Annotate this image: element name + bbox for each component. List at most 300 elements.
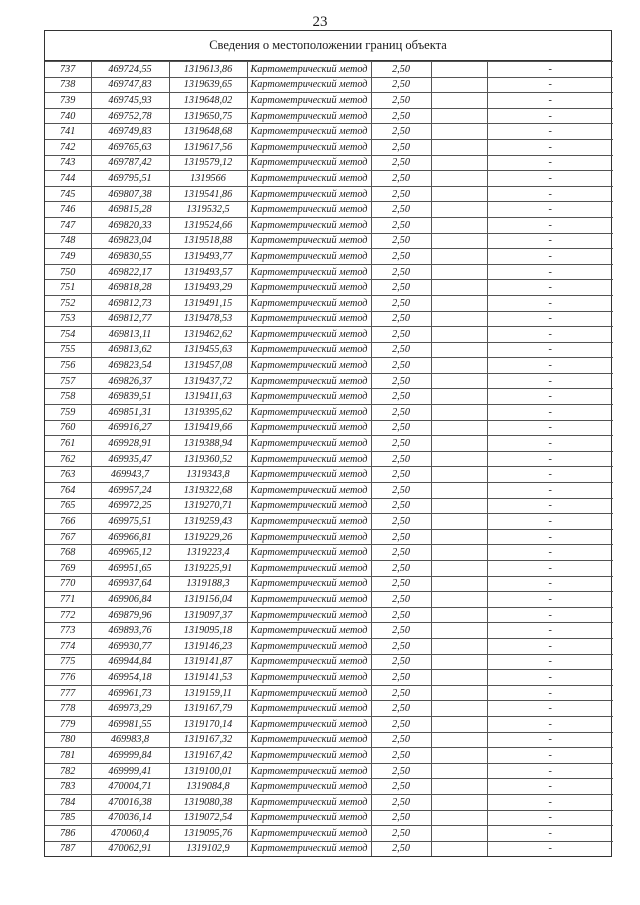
table-row xyxy=(45,139,613,155)
y-coordinate-cell: 1319462,62 xyxy=(169,327,247,343)
description-cell: - xyxy=(487,389,613,405)
point-number-cell: 785 xyxy=(45,810,91,826)
point-number-cell: 760 xyxy=(45,420,91,436)
y-coordinate-cell: 1319478,53 xyxy=(169,311,247,327)
y-coordinate-cell: 1319156,04 xyxy=(169,592,247,608)
y-coordinate-cell: 1319650,75 xyxy=(169,108,247,124)
accuracy-cell: 2,50 xyxy=(371,841,431,856)
extra-cell xyxy=(431,467,487,483)
point-number-cell: 771 xyxy=(45,592,91,608)
point-number-cell: 782 xyxy=(45,763,91,779)
point-number-cell: 783 xyxy=(45,779,91,795)
y-coordinate-cell: 1319141,53 xyxy=(169,670,247,686)
accuracy-cell: 2,50 xyxy=(371,498,431,514)
table-row xyxy=(45,233,613,249)
extra-cell xyxy=(431,841,487,856)
point-number-cell: 777 xyxy=(45,685,91,701)
table-row xyxy=(45,451,613,467)
point-number-cell: 784 xyxy=(45,794,91,810)
x-coordinate-cell: 469749,83 xyxy=(91,124,169,140)
accuracy-cell: 2,50 xyxy=(371,280,431,296)
y-coordinate-cell: 1319493,29 xyxy=(169,280,247,296)
description-cell: - xyxy=(487,171,613,187)
extra-cell xyxy=(431,670,487,686)
description-cell: - xyxy=(487,420,613,436)
table-row xyxy=(45,327,613,343)
y-coordinate-cell: 1319072,54 xyxy=(169,810,247,826)
x-coordinate-cell: 469966,81 xyxy=(91,529,169,545)
description-cell: - xyxy=(487,373,613,389)
accuracy-cell: 2,50 xyxy=(371,670,431,686)
method-cell: Картометрический метод xyxy=(247,295,371,311)
extra-cell xyxy=(431,62,487,78)
table-row xyxy=(45,607,613,623)
description-cell: - xyxy=(487,670,613,686)
extra-cell xyxy=(431,436,487,452)
accuracy-cell: 2,50 xyxy=(371,561,431,577)
extra-cell xyxy=(431,280,487,296)
x-coordinate-cell: 469879,96 xyxy=(91,607,169,623)
table-row xyxy=(45,467,613,483)
x-coordinate-cell: 469943,7 xyxy=(91,467,169,483)
x-coordinate-cell: 469822,17 xyxy=(91,264,169,280)
extra-cell xyxy=(431,405,487,421)
accuracy-cell: 2,50 xyxy=(371,779,431,795)
table-row xyxy=(45,124,613,140)
method-cell: Картометрический метод xyxy=(247,202,371,218)
table-row xyxy=(45,826,613,842)
x-coordinate-cell: 469999,41 xyxy=(91,763,169,779)
y-coordinate-cell: 1319360,52 xyxy=(169,451,247,467)
x-coordinate-cell: 469813,11 xyxy=(91,327,169,343)
method-cell: Картометрический метод xyxy=(247,358,371,374)
point-number-cell: 750 xyxy=(45,264,91,280)
y-coordinate-cell: 1319395,62 xyxy=(169,405,247,421)
extra-cell xyxy=(431,202,487,218)
accuracy-cell: 2,50 xyxy=(371,295,431,311)
method-cell: Картометрический метод xyxy=(247,155,371,171)
extra-cell xyxy=(431,342,487,358)
table-row xyxy=(45,295,613,311)
accuracy-cell: 2,50 xyxy=(371,373,431,389)
method-cell: Картометрический метод xyxy=(247,810,371,826)
method-cell: Картометрический метод xyxy=(247,139,371,155)
method-cell: Картометрический метод xyxy=(247,233,371,249)
description-cell: - xyxy=(487,732,613,748)
point-number-cell: 767 xyxy=(45,529,91,545)
description-cell: - xyxy=(487,436,613,452)
x-coordinate-cell: 469957,24 xyxy=(91,483,169,499)
x-coordinate-cell: 469813,62 xyxy=(91,342,169,358)
point-number-cell: 746 xyxy=(45,202,91,218)
method-cell: Картометрический метод xyxy=(247,763,371,779)
point-number-cell: 741 xyxy=(45,124,91,140)
accuracy-cell: 2,50 xyxy=(371,186,431,202)
accuracy-cell: 2,50 xyxy=(371,716,431,732)
method-cell: Картометрический метод xyxy=(247,436,371,452)
y-coordinate-cell: 1319270,71 xyxy=(169,498,247,514)
y-coordinate-cell: 1319343,8 xyxy=(169,467,247,483)
table-row xyxy=(45,732,613,748)
method-cell: Картометрический метод xyxy=(247,62,371,78)
method-cell: Картометрический метод xyxy=(247,841,371,856)
description-cell: - xyxy=(487,233,613,249)
table-row xyxy=(45,779,613,795)
accuracy-cell: 2,50 xyxy=(371,794,431,810)
method-cell: Картометрический метод xyxy=(247,654,371,670)
y-coordinate-cell: 1319491,15 xyxy=(169,295,247,311)
accuracy-cell: 2,50 xyxy=(371,108,431,124)
y-coordinate-cell: 1319095,18 xyxy=(169,623,247,639)
accuracy-cell: 2,50 xyxy=(371,638,431,654)
table-row xyxy=(45,498,613,514)
description-cell: - xyxy=(487,498,613,514)
y-coordinate-cell: 1319457,08 xyxy=(169,358,247,374)
method-cell: Картометрический метод xyxy=(247,498,371,514)
method-cell: Картометрический метод xyxy=(247,108,371,124)
y-coordinate-cell: 1319541,86 xyxy=(169,186,247,202)
method-cell: Картометрический метод xyxy=(247,249,371,265)
method-cell: Картометрический метод xyxy=(247,327,371,343)
description-cell: - xyxy=(487,654,613,670)
method-cell: Картометрический метод xyxy=(247,561,371,577)
method-cell: Картометрический метод xyxy=(247,514,371,530)
extra-cell xyxy=(431,77,487,93)
point-number-cell: 764 xyxy=(45,483,91,499)
method-cell: Картометрический метод xyxy=(247,576,371,592)
point-number-cell: 747 xyxy=(45,217,91,233)
point-number-cell: 743 xyxy=(45,155,91,171)
y-coordinate-cell: 1319566 xyxy=(169,171,247,187)
y-coordinate-cell: 1319167,79 xyxy=(169,701,247,717)
x-coordinate-cell: 470016,38 xyxy=(91,794,169,810)
accuracy-cell: 2,50 xyxy=(371,217,431,233)
point-number-cell: 759 xyxy=(45,405,91,421)
x-coordinate-cell: 469935,47 xyxy=(91,451,169,467)
method-cell: Картометрический метод xyxy=(247,405,371,421)
point-number-cell: 772 xyxy=(45,607,91,623)
point-number-cell: 740 xyxy=(45,108,91,124)
y-coordinate-cell: 1319617,56 xyxy=(169,139,247,155)
extra-cell xyxy=(431,389,487,405)
y-coordinate-cell: 1319639,65 xyxy=(169,77,247,93)
accuracy-cell: 2,50 xyxy=(371,451,431,467)
extra-cell xyxy=(431,779,487,795)
method-cell: Картометрический метод xyxy=(247,186,371,202)
y-coordinate-cell: 1319493,77 xyxy=(169,249,247,265)
method-cell: Картометрический метод xyxy=(247,623,371,639)
point-number-cell: 748 xyxy=(45,233,91,249)
description-cell: - xyxy=(487,623,613,639)
extra-cell xyxy=(431,810,487,826)
extra-cell xyxy=(431,93,487,109)
point-number-cell: 781 xyxy=(45,748,91,764)
table-row xyxy=(45,529,613,545)
accuracy-cell: 2,50 xyxy=(371,607,431,623)
y-coordinate-cell: 1319229,26 xyxy=(169,529,247,545)
accuracy-cell: 2,50 xyxy=(371,93,431,109)
description-cell: - xyxy=(487,342,613,358)
y-coordinate-cell: 1319455,63 xyxy=(169,342,247,358)
x-coordinate-cell: 469937,64 xyxy=(91,576,169,592)
description-cell: - xyxy=(487,358,613,374)
table-row xyxy=(45,202,613,218)
x-coordinate-cell: 469795,51 xyxy=(91,171,169,187)
table-row xyxy=(45,545,613,561)
description-cell: - xyxy=(487,280,613,296)
point-number-cell: 757 xyxy=(45,373,91,389)
x-coordinate-cell: 470036,14 xyxy=(91,810,169,826)
method-cell: Картометрический метод xyxy=(247,389,371,405)
point-number-cell: 758 xyxy=(45,389,91,405)
description-cell: - xyxy=(487,405,613,421)
x-coordinate-cell: 469745,93 xyxy=(91,93,169,109)
accuracy-cell: 2,50 xyxy=(371,389,431,405)
table-row xyxy=(45,358,613,374)
x-coordinate-cell: 469724,55 xyxy=(91,62,169,78)
description-cell: - xyxy=(487,139,613,155)
accuracy-cell: 2,50 xyxy=(371,514,431,530)
table-row xyxy=(45,280,613,296)
point-number-cell: 780 xyxy=(45,732,91,748)
description-cell: - xyxy=(487,826,613,842)
description-cell: - xyxy=(487,202,613,218)
extra-cell xyxy=(431,451,487,467)
description-cell: - xyxy=(487,561,613,577)
method-cell: Картометрический метод xyxy=(247,77,371,93)
extra-cell xyxy=(431,685,487,701)
y-coordinate-cell: 1319167,42 xyxy=(169,748,247,764)
table-row xyxy=(45,763,613,779)
description-cell: - xyxy=(487,810,613,826)
point-number-cell: 752 xyxy=(45,295,91,311)
table-row xyxy=(45,186,613,202)
x-coordinate-cell: 469820,33 xyxy=(91,217,169,233)
x-coordinate-cell: 470004,71 xyxy=(91,779,169,795)
description-cell: - xyxy=(487,155,613,171)
method-cell: Картометрический метод xyxy=(247,685,371,701)
x-coordinate-cell: 469815,28 xyxy=(91,202,169,218)
x-coordinate-cell: 469944,84 xyxy=(91,654,169,670)
description-cell: - xyxy=(487,93,613,109)
extra-cell xyxy=(431,264,487,280)
method-cell: Картометрический метод xyxy=(247,342,371,358)
accuracy-cell: 2,50 xyxy=(371,233,431,249)
method-cell: Картометрический метод xyxy=(247,794,371,810)
x-coordinate-cell: 469930,77 xyxy=(91,638,169,654)
description-cell: - xyxy=(487,748,613,764)
table-row xyxy=(45,405,613,421)
accuracy-cell: 2,50 xyxy=(371,748,431,764)
y-coordinate-cell: 1319322,68 xyxy=(169,483,247,499)
y-coordinate-cell: 1319167,32 xyxy=(169,732,247,748)
y-coordinate-cell: 1319188,3 xyxy=(169,576,247,592)
point-number-cell: 756 xyxy=(45,358,91,374)
point-number-cell: 761 xyxy=(45,436,91,452)
x-coordinate-cell: 469826,37 xyxy=(91,373,169,389)
accuracy-cell: 2,50 xyxy=(371,592,431,608)
point-number-cell: 763 xyxy=(45,467,91,483)
point-number-cell: 742 xyxy=(45,139,91,155)
x-coordinate-cell: 469961,73 xyxy=(91,685,169,701)
description-cell: - xyxy=(487,794,613,810)
point-number-cell: 762 xyxy=(45,451,91,467)
table-row xyxy=(45,514,613,530)
y-coordinate-cell: 1319648,02 xyxy=(169,93,247,109)
extra-cell xyxy=(431,327,487,343)
table-row xyxy=(45,155,613,171)
x-coordinate-cell: 469851,31 xyxy=(91,405,169,421)
y-coordinate-cell: 1319102,9 xyxy=(169,841,247,856)
section-title: Сведения о местоположении границ объекта xyxy=(45,31,611,61)
table-row xyxy=(45,373,613,389)
accuracy-cell: 2,50 xyxy=(371,77,431,93)
x-coordinate-cell: 469812,73 xyxy=(91,295,169,311)
extra-cell xyxy=(431,124,487,140)
accuracy-cell: 2,50 xyxy=(371,732,431,748)
point-number-cell: 779 xyxy=(45,716,91,732)
method-cell: Картометрический метод xyxy=(247,217,371,233)
method-cell: Картометрический метод xyxy=(247,171,371,187)
y-coordinate-cell: 1319648,68 xyxy=(169,124,247,140)
accuracy-cell: 2,50 xyxy=(371,701,431,717)
accuracy-cell: 2,50 xyxy=(371,327,431,343)
y-coordinate-cell: 1319493,57 xyxy=(169,264,247,280)
y-coordinate-cell: 1319437,72 xyxy=(169,373,247,389)
y-coordinate-cell: 1319532,5 xyxy=(169,202,247,218)
table-row xyxy=(45,171,613,187)
extra-cell xyxy=(431,514,487,530)
description-cell: - xyxy=(487,186,613,202)
description-cell: - xyxy=(487,638,613,654)
table-row xyxy=(45,654,613,670)
accuracy-cell: 2,50 xyxy=(371,810,431,826)
accuracy-cell: 2,50 xyxy=(371,155,431,171)
point-number-cell: 773 xyxy=(45,623,91,639)
extra-cell xyxy=(431,155,487,171)
x-coordinate-cell: 469975,51 xyxy=(91,514,169,530)
x-coordinate-cell: 469999,84 xyxy=(91,748,169,764)
accuracy-cell: 2,50 xyxy=(371,654,431,670)
accuracy-cell: 2,50 xyxy=(371,124,431,140)
description-cell: - xyxy=(487,124,613,140)
accuracy-cell: 2,50 xyxy=(371,483,431,499)
method-cell: Картометрический метод xyxy=(247,607,371,623)
point-number-cell: 755 xyxy=(45,342,91,358)
extra-cell xyxy=(431,358,487,374)
table-row xyxy=(45,342,613,358)
method-cell: Картометрический метод xyxy=(247,373,371,389)
accuracy-cell: 2,50 xyxy=(371,436,431,452)
table-row xyxy=(45,701,613,717)
point-number-cell: 786 xyxy=(45,826,91,842)
description-cell: - xyxy=(487,701,613,717)
extra-cell xyxy=(431,561,487,577)
description-cell: - xyxy=(487,108,613,124)
point-number-cell: 738 xyxy=(45,77,91,93)
method-cell: Картометрический метод xyxy=(247,467,371,483)
table-row xyxy=(45,638,613,654)
description-cell: - xyxy=(487,607,613,623)
method-cell: Картометрический метод xyxy=(247,280,371,296)
table-row xyxy=(45,264,613,280)
accuracy-cell: 2,50 xyxy=(371,420,431,436)
method-cell: Картометрический метод xyxy=(247,124,371,140)
table-row xyxy=(45,483,613,499)
extra-cell xyxy=(431,701,487,717)
method-cell: Картометрический метод xyxy=(247,311,371,327)
method-cell: Картометрический метод xyxy=(247,638,371,654)
point-number-cell: 751 xyxy=(45,280,91,296)
point-number-cell: 739 xyxy=(45,93,91,109)
y-coordinate-cell: 1319225,91 xyxy=(169,561,247,577)
extra-cell xyxy=(431,498,487,514)
x-coordinate-cell: 469916,27 xyxy=(91,420,169,436)
table-row xyxy=(45,794,613,810)
method-cell: Картометрический метод xyxy=(247,732,371,748)
table-row xyxy=(45,420,613,436)
accuracy-cell: 2,50 xyxy=(371,467,431,483)
y-coordinate-cell: 1319159,11 xyxy=(169,685,247,701)
accuracy-cell: 2,50 xyxy=(371,685,431,701)
table-row xyxy=(45,249,613,265)
x-coordinate-cell: 469818,28 xyxy=(91,280,169,296)
x-coordinate-cell: 469752,78 xyxy=(91,108,169,124)
extra-cell xyxy=(431,139,487,155)
extra-cell xyxy=(431,638,487,654)
x-coordinate-cell: 469954,18 xyxy=(91,670,169,686)
table-row xyxy=(45,623,613,639)
table-row xyxy=(45,108,613,124)
extra-cell xyxy=(431,748,487,764)
x-coordinate-cell: 469787,42 xyxy=(91,155,169,171)
x-coordinate-cell: 469951,65 xyxy=(91,561,169,577)
accuracy-cell: 2,50 xyxy=(371,249,431,265)
table-row xyxy=(45,748,613,764)
method-cell: Картометрический метод xyxy=(247,545,371,561)
table-row xyxy=(45,670,613,686)
description-cell: - xyxy=(487,592,613,608)
y-coordinate-cell: 1319579,12 xyxy=(169,155,247,171)
method-cell: Картометрический метод xyxy=(247,483,371,499)
point-number-cell: 765 xyxy=(45,498,91,514)
accuracy-cell: 2,50 xyxy=(371,826,431,842)
description-cell: - xyxy=(487,483,613,499)
y-coordinate-cell: 1319146,23 xyxy=(169,638,247,654)
method-cell: Картометрический метод xyxy=(247,420,371,436)
accuracy-cell: 2,50 xyxy=(371,311,431,327)
y-coordinate-cell: 1319084,8 xyxy=(169,779,247,795)
accuracy-cell: 2,50 xyxy=(371,405,431,421)
extra-cell xyxy=(431,794,487,810)
extra-cell xyxy=(431,249,487,265)
table-row xyxy=(45,62,613,78)
x-coordinate-cell: 469839,51 xyxy=(91,389,169,405)
method-cell: Картометрический метод xyxy=(247,451,371,467)
extra-cell xyxy=(431,529,487,545)
extra-cell xyxy=(431,623,487,639)
y-coordinate-cell: 1319259,43 xyxy=(169,514,247,530)
description-cell: - xyxy=(487,311,613,327)
description-cell: - xyxy=(487,249,613,265)
boundary-table-sheet xyxy=(44,30,612,857)
x-coordinate-cell: 469823,54 xyxy=(91,358,169,374)
x-coordinate-cell: 469812,77 xyxy=(91,311,169,327)
extra-cell xyxy=(431,295,487,311)
extra-cell xyxy=(431,373,487,389)
description-cell: - xyxy=(487,763,613,779)
point-number-cell: 749 xyxy=(45,249,91,265)
